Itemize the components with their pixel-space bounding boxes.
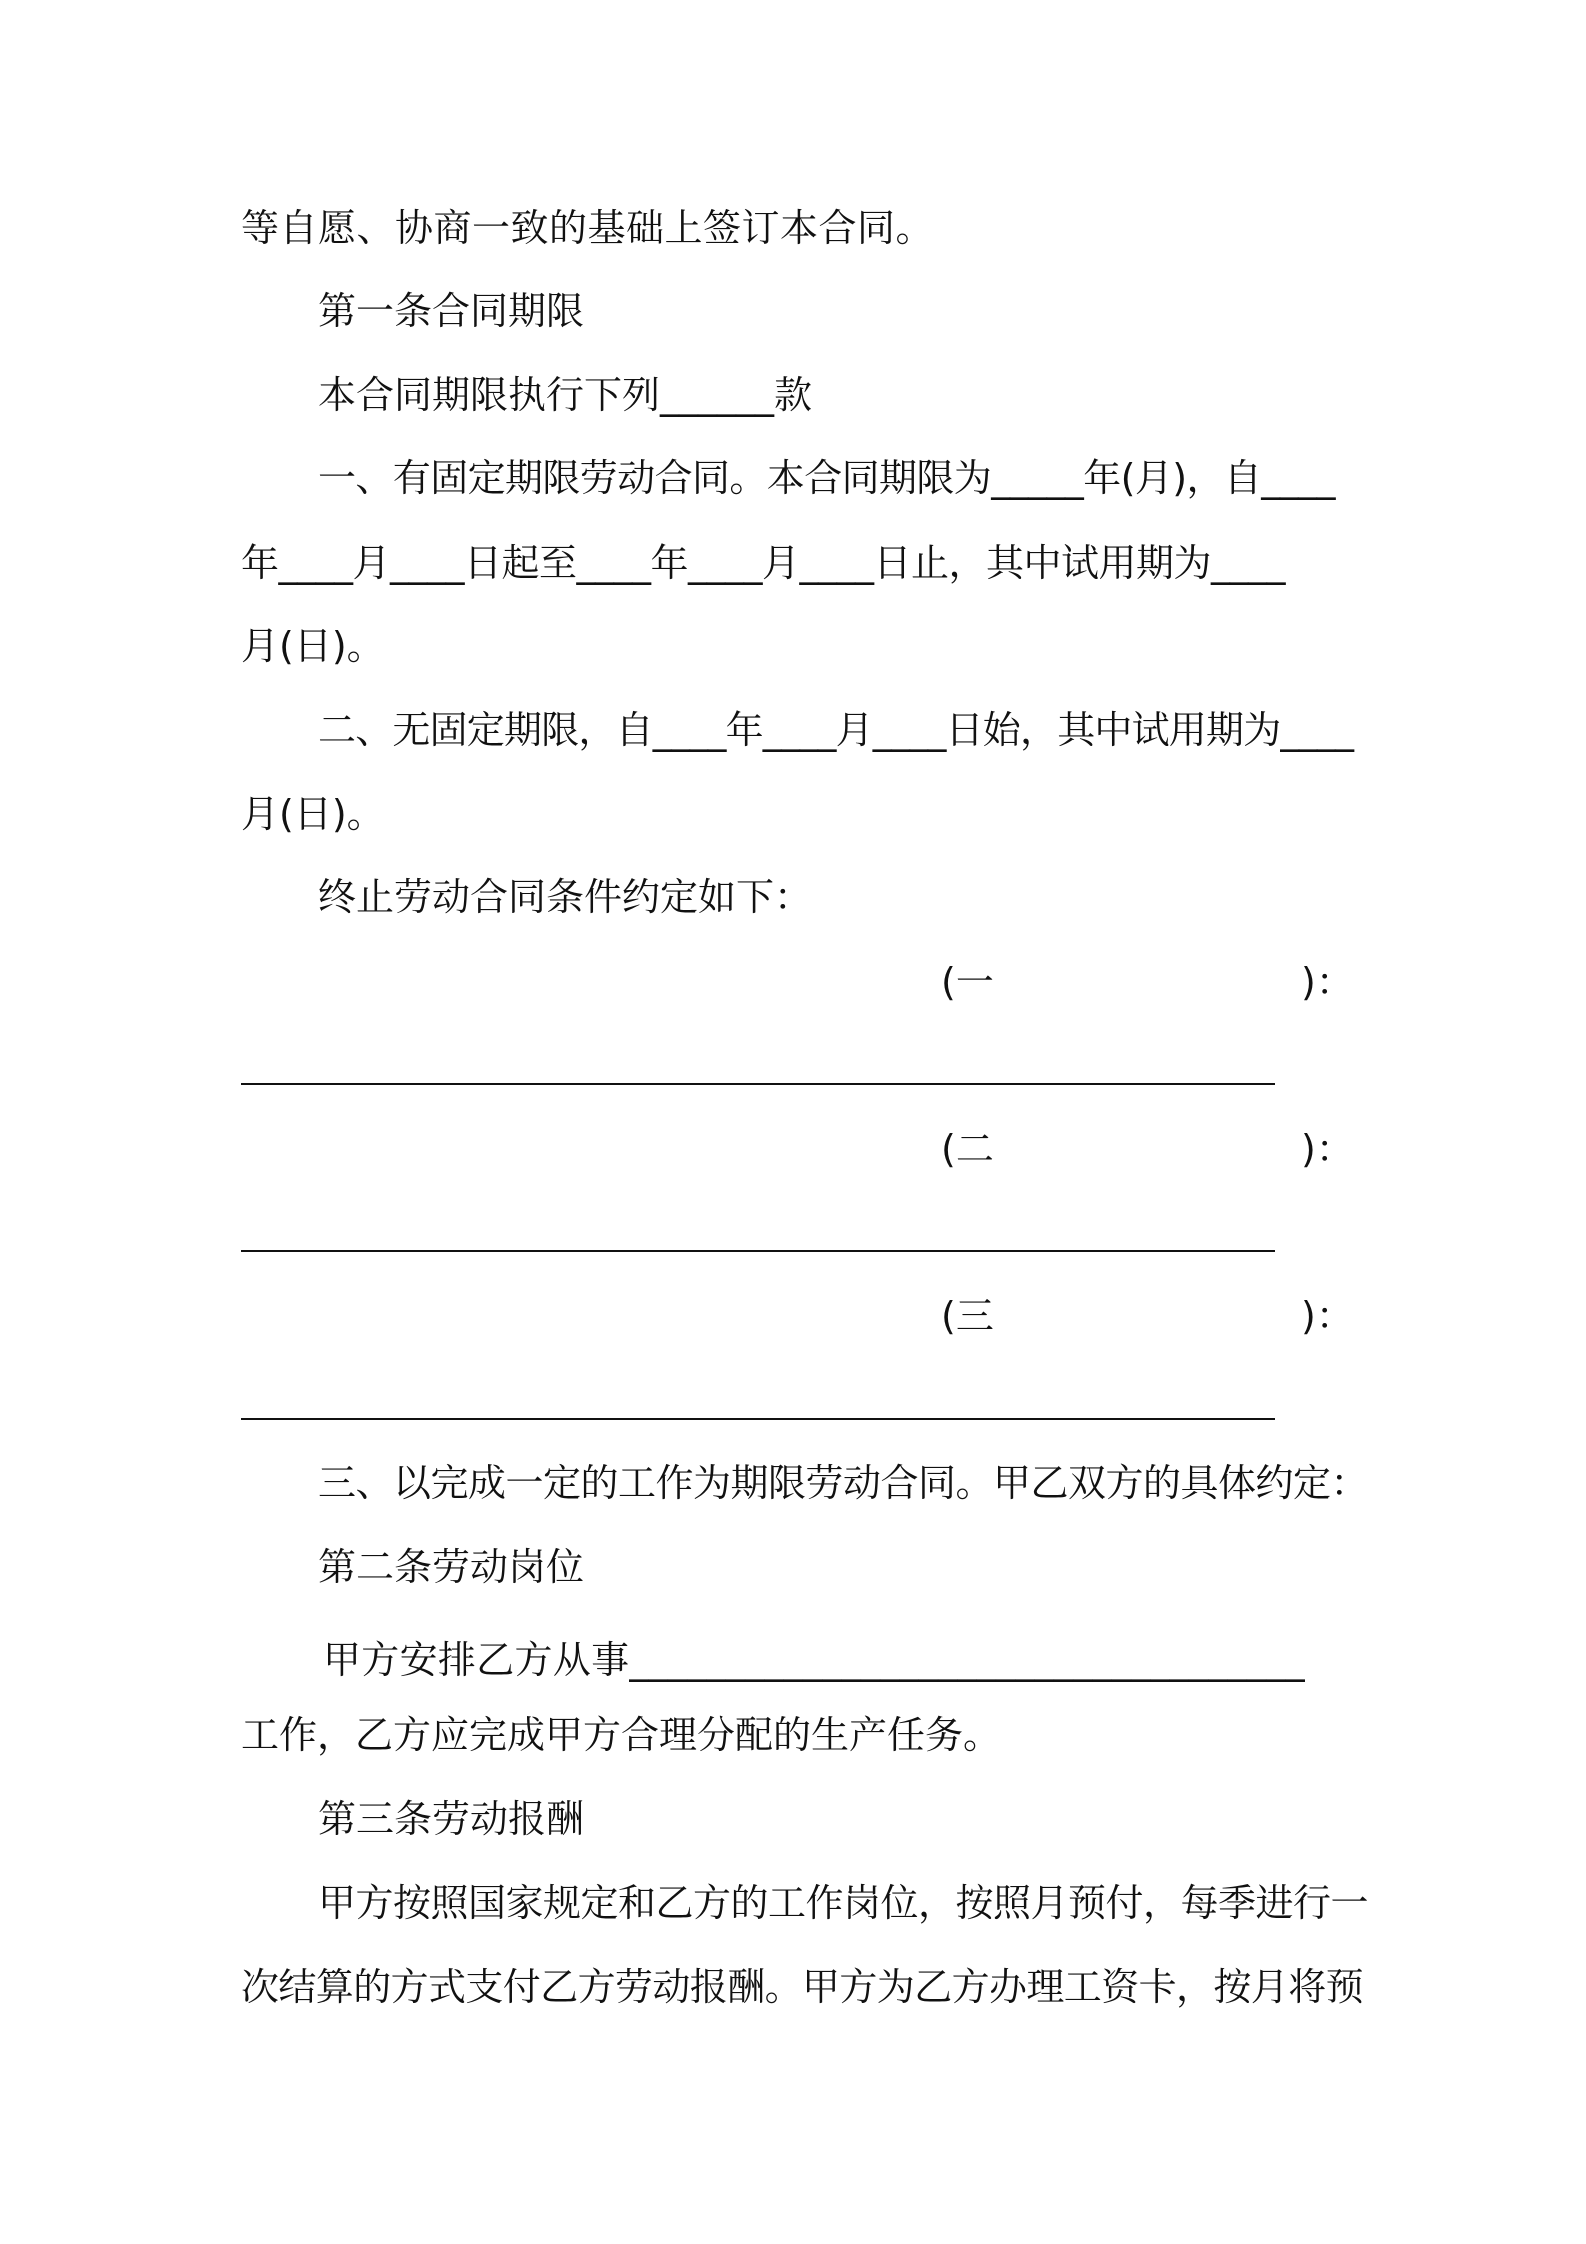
paragraph-line: 次结算的方式支付乙方劳动报酬。甲方为乙方办理工资卡，按月将预 — [241, 1965, 1364, 2009]
condition-label-close: )： — [1301, 1294, 1354, 1338]
condition-label-open: (一 — [941, 960, 994, 1004]
paragraph-line: 年____月____日起至____年____月____日止，其中试用期为____ — [241, 541, 1286, 585]
blank-rule — [241, 1083, 1275, 1085]
paragraph-line: 月(日)。 — [241, 624, 385, 668]
paragraph-line: 甲方按照国家规定和乙方的工作岗位，按照月预付，每季进行一 — [318, 1881, 1369, 1925]
paragraph-line: 本合同期限执行下列______款 — [318, 373, 813, 417]
paragraph-line: 三、以完成一定的工作为期限劳动合同。甲乙双方的具体约定： — [318, 1461, 1369, 1505]
paragraph-line: 甲方安排乙方从事___________________________________ — [323, 1638, 1305, 1682]
paragraph-line: 二、无固定期限，自____年____月____日始，其中试用期为____ — [318, 708, 1354, 752]
paragraph-line: 月(日)。 — [241, 792, 385, 836]
blank-rule — [241, 1418, 1275, 1420]
paragraph-line: 一、有固定期限劳动合同。本合同期限为_____年(月)，自____ — [318, 456, 1335, 500]
condition-label-close: )： — [1301, 1127, 1354, 1171]
article-heading: 第三条劳动报酬 — [318, 1797, 585, 1841]
condition-label-open: (二 — [941, 1127, 994, 1171]
paragraph-line: 工作，乙方应完成甲方合理分配的生产任务。 — [241, 1713, 1002, 1757]
article-heading: 第一条合同期限 — [318, 289, 585, 333]
paragraph-line: 终止劳动合同条件约定如下： — [318, 875, 813, 919]
condition-label-close: )： — [1301, 960, 1354, 1004]
blank-rule — [241, 1250, 1275, 1252]
condition-label-open: (三 — [941, 1294, 994, 1338]
article-heading: 第二条劳动岗位 — [318, 1545, 585, 1589]
paragraph-line: 等自愿、协商一致的基础上签订本合同。 — [241, 206, 935, 250]
